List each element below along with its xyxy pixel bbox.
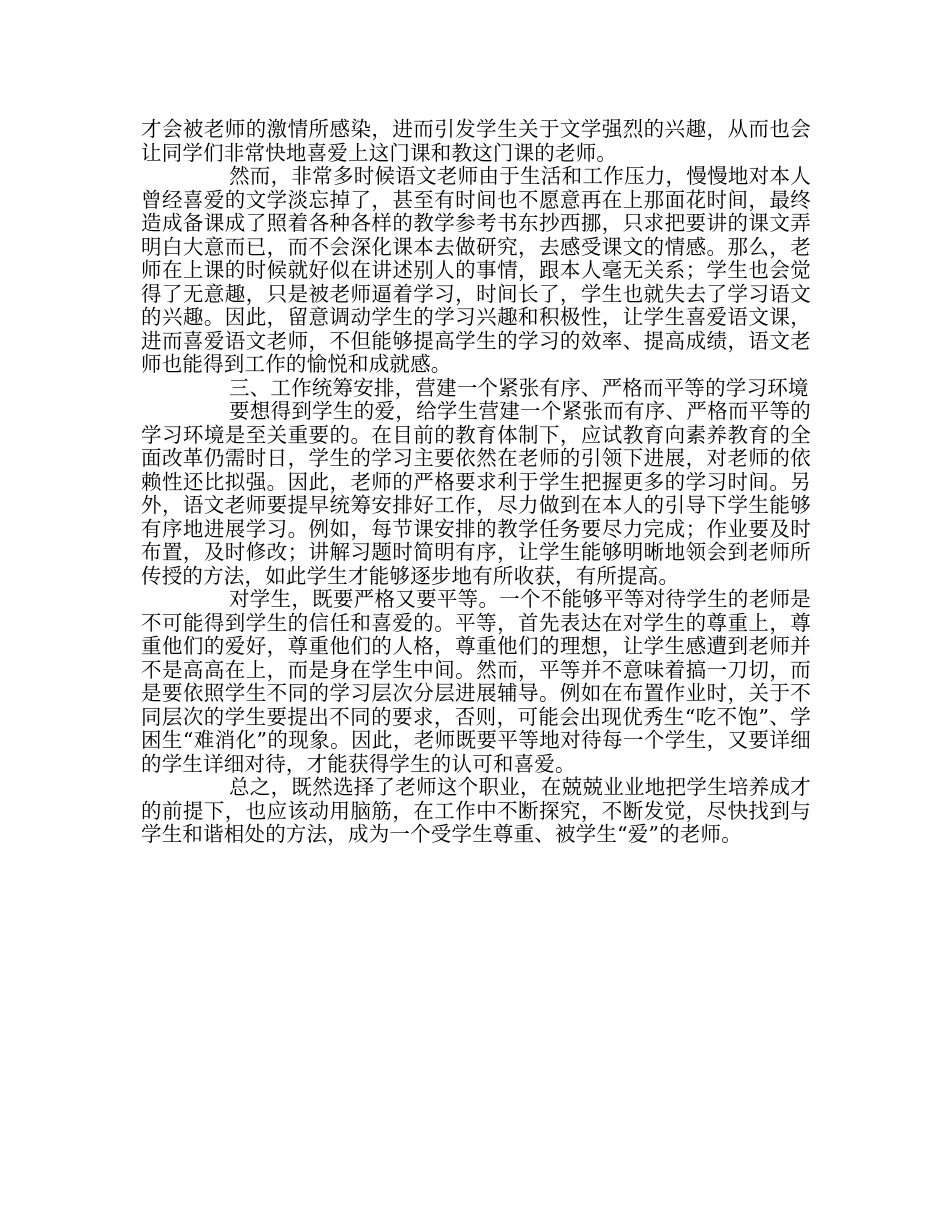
- paragraph-continuation: 才会被老师的激情所感染，进而引发学生关于文学强烈的兴趣，从而也会让同学们非常快地喜爱上这门课和教这门课的老师。: [141, 117, 811, 165]
- paragraph-strict-and-equal: 对学生，既要严格又要平等。一个不能够平等对待学生的老师是不可能得到学生的信任和喜爱的。平等，首先表达在对学生的尊重上，尊重他们的爱好，尊重他们的人格，尊重他们的理想，让学生感遭到老师并不是高高在上，而是身在学生中间。然而，平等并不意味着搞一刀切，而是要依照学生不同的学习层次分层进展辅导。例如在布置作业时，关于不同层次的学生要提出不同的要求，否则，可能会出现优秀生“吃不饱”、学困生“难消化”的现象。因此，老师既要平等地对待每一个学生，又要详细的学生详细对待，才能获得学生的认可和喜爱。: [141, 587, 811, 776]
- paragraph-learning-environment: 要想得到学生的爱，给学生营建一个紧张而有序、严格而平等的学习环境是至关重要的。在目前的教育体制下，应试教育向素养教育的全面改革仍需时日，学生的学习主要依然在老师的引领下进展，对老师的依赖性还比拟强。因此，老师的严格要求利于学生把握更多的学习时间。另外，语文老师要提早统筹安排好工作，尽力做到在本人的引导下学生能够有序地进展学习。例如，每节课安排的教学任务要尽力完成；作业要及时布置，及时修改；讲解习题时简明有序，让学生能够明晰地领会到老师所传授的方法，如此学生才能够逐步地有所收获，有所提高。: [141, 399, 811, 588]
- section-heading-three: 三、工作统筹安排，营建一个紧张有序、严格而平等的学习环境: [229, 375, 809, 400]
- paragraph-teacher-pressure: 然而，非常多时候语文老师由于生活和工作压力，慢慢地对本人曾经喜爱的文学淡忘掉了，甚至有时间也不愿意再在上那面花时间，最终造成备课成了照着各种各样的教学参考书东抄西挪，只求把要讲的课文弄明白大意而已，而不会深化课本去做研究，去感受课文的情感。那么，老师在上课的时候就好似在讲述别人的事情，跟本人毫无关系；学生也会觉得了无意趣，只是被老师逼着学习，时间长了，学生也就失去了学习语文的兴趣。因此，留意调动学生的学习兴趣和积极性，让学生喜爱语文课，进而喜爱语文老师，不但能够提高学生的学习的效率、提高成绩，语文老师也能得到工作的愉悦和成就感。: [141, 164, 811, 376]
- document-body: [141, 118, 811, 847]
- paragraph-conclusion: 总之，既然选择了老师这个职业，在兢兢业业地把学生培养成才的前提下，也应该动用脑筋，在工作中不断探究，不断发觉，尽快找到与学生和谐相处的方法，成为一个受学生尊重、被学生“爱”的老师。: [141, 775, 811, 846]
